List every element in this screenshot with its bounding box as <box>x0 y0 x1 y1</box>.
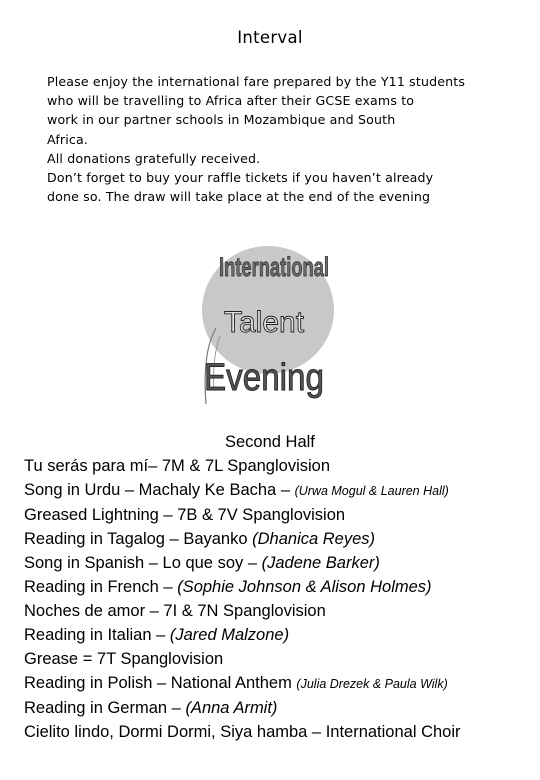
item-title: Song in Spanish – Lo que soy – <box>24 554 262 572</box>
event-logo <box>190 240 340 410</box>
notice-line: who will be travelling to Africa after their GCSE exams to <box>47 93 415 109</box>
item-performers: (Julia Drezek & Paula Wilk) <box>296 677 448 691</box>
notice-line: Africa. <box>47 131 88 147</box>
item-title: Noches de amor – 7I & 7N Spanglovision <box>24 602 326 620</box>
item-performers: (Jadene Barker) <box>261 554 380 572</box>
item-title: Reading in French – <box>24 578 178 596</box>
item-title: Reading in German – <box>24 699 186 717</box>
logo-line-1: International <box>219 252 329 282</box>
program-item <box>24 696 536 720</box>
item-title: Tu serás para mí– 7M & 7L Spanglovision <box>24 457 331 475</box>
program-item <box>24 503 536 527</box>
logo-line-2: Talent <box>223 306 305 339</box>
item-performers: (Urwa Mogul & Lauren Hall) <box>294 484 449 498</box>
item-performers: (Dhanica Reyes) <box>252 530 376 548</box>
notice-line: Don’t forget to buy your raffle tickets if you haven’t already <box>47 170 434 186</box>
item-performers: (Sophie Johnson & Alison Holmes) <box>177 578 432 596</box>
item-title: Greased Lightning – 7B & 7V Spanglovision <box>24 506 346 524</box>
item-title: Reading in Italian – <box>24 626 170 644</box>
program-item <box>24 478 536 503</box>
program-item <box>24 551 536 575</box>
program-item <box>24 454 536 478</box>
program-item <box>24 647 536 671</box>
item-title: Cielito lindo, Dormi Dormi, Siya hamba – International Choir <box>24 723 461 741</box>
program-item <box>24 671 536 696</box>
page-title: Interval <box>237 28 303 47</box>
program-item <box>24 623 536 647</box>
notice-line: All donations gratefully received. <box>47 150 261 166</box>
logo-line-3: Evening <box>204 357 324 399</box>
notice-line: work in our partner schools in Mozambique and South <box>47 112 396 128</box>
interval-notice <box>47 72 537 206</box>
section-title: Second Half <box>225 433 315 451</box>
program-item <box>24 575 536 599</box>
program-item <box>24 720 536 744</box>
program-item <box>24 599 536 623</box>
item-title: Grease = 7T Spanglovision <box>24 650 224 668</box>
notice-line: Please enjoy the international fare prepared by the Y11 students <box>47 74 466 89</box>
program-list <box>24 430 536 744</box>
event-logo-graphic <box>190 240 340 410</box>
item-performers: (Jared Malzone) <box>169 626 290 644</box>
program-item <box>24 527 536 551</box>
item-title: Song in Urdu – Machaly Ke Bacha – <box>24 481 295 499</box>
item-title: Reading in Polish – National Anthem <box>24 674 297 692</box>
notice-line: done so. The draw will take place at the end of the evening <box>47 189 431 205</box>
item-performers: (Anna Armit) <box>185 699 278 717</box>
item-title: Reading in Tagalog – Bayanko <box>24 530 253 548</box>
